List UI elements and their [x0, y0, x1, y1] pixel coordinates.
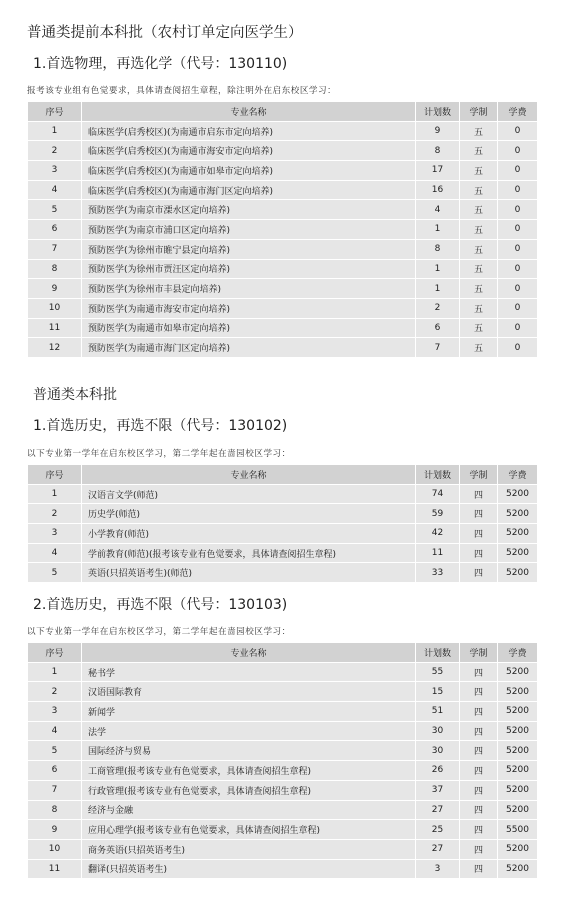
cell-plan-count: 16 [416, 180, 460, 200]
cell-tuition: 5500 [498, 820, 538, 840]
header-duration: 学制 [460, 102, 498, 122]
cell-major-name: 预防医学(为南通市海安市定向培养) [82, 298, 416, 318]
cell-index: 12 [28, 338, 82, 358]
cell-tuition: 0 [498, 298, 538, 318]
header-duration: 学制 [460, 465, 498, 485]
cell-major-name: 国际经济与贸易 [82, 741, 416, 761]
cell-duration: 五 [460, 141, 498, 161]
cell-duration: 五 [460, 239, 498, 259]
cell-duration: 四 [460, 662, 498, 682]
cell-index: 11 [28, 318, 82, 338]
page-title: 普通类提前本科批（农村订单定向医学生） [27, 25, 303, 41]
cell-plan-count: 2 [416, 298, 460, 318]
cell-major-name: 英语(只招英语考生)(师范) [82, 563, 416, 583]
table-header-row [28, 102, 538, 122]
cell-index: 7 [28, 239, 82, 259]
cell-tuition: 5200 [498, 859, 538, 879]
cell-plan-count: 8 [416, 141, 460, 161]
table-row [28, 859, 538, 879]
cell-major-name: 经济与金融 [82, 800, 416, 820]
cell-major-name: 汉语国际教育 [82, 682, 416, 702]
cell-major-name: 预防医学(为南通市如皋市定向培养) [82, 318, 416, 338]
cell-major-name: 秘书学 [82, 662, 416, 682]
cell-major-name: 应用心理学(报考该专业有色觉要求，具体请查阅招生章程) [82, 820, 416, 840]
table-row [28, 161, 538, 181]
cell-index: 4 [28, 180, 82, 200]
cell-duration: 五 [460, 338, 498, 358]
cell-duration: 五 [460, 220, 498, 240]
cell-duration: 四 [460, 741, 498, 761]
section2-table-body [28, 484, 538, 582]
cell-plan-count: 30 [416, 741, 460, 761]
cell-plan-count: 26 [416, 761, 460, 781]
cell-plan-count: 17 [416, 161, 460, 181]
cell-major-name: 临床医学(启秀校区)(为南通市如皋市定向培养) [82, 161, 416, 181]
header-index: 序号 [28, 643, 82, 663]
section2-note: 以下专业第一学年在启东校区学习，第二学年起在啬园校区学习： [27, 449, 291, 459]
section2-table [27, 464, 538, 583]
section3-subtitle: 2.首选历史，再选不限（代号：130103) [33, 597, 288, 613]
cell-index: 2 [28, 682, 82, 702]
cell-tuition: 5200 [498, 682, 538, 702]
cell-plan-count: 74 [416, 484, 460, 504]
header-major-name: 专业名称 [82, 643, 416, 663]
table-row [28, 741, 538, 761]
header-plan-count: 计划数 [416, 643, 460, 663]
cell-index: 1 [28, 121, 82, 141]
cell-major-name: 预防医学(为南京市浦口区定向培养) [82, 220, 416, 240]
section1-table-body [28, 121, 538, 357]
cell-major-name: 预防医学(为南京市溧水区定向培养) [82, 200, 416, 220]
section1-table [27, 101, 538, 358]
table-row [28, 338, 538, 358]
cell-plan-count: 9 [416, 121, 460, 141]
cell-major-name: 翻译(只招英语考生) [82, 859, 416, 879]
cell-plan-count: 11 [416, 543, 460, 563]
header-plan-count: 计划数 [416, 465, 460, 485]
table-row [28, 761, 538, 781]
table-row [28, 702, 538, 722]
cell-major-name: 学前教育(师范)(报考该专业有色觉要求，具体请查阅招生章程) [82, 543, 416, 563]
cell-major-name: 临床医学(启秀校区)(为南通市启东市定向培养) [82, 121, 416, 141]
table-row [28, 121, 538, 141]
cell-plan-count: 59 [416, 504, 460, 524]
cell-major-name: 行政管理(报考该专业有色觉要求，具体请查阅招生章程) [82, 780, 416, 800]
cell-duration: 五 [460, 161, 498, 181]
table-row [28, 820, 538, 840]
cell-tuition: 5200 [498, 524, 538, 544]
cell-index: 8 [28, 800, 82, 820]
cell-tuition: 0 [498, 200, 538, 220]
cell-major-name: 工商管理(报考该专业有色觉要求，具体请查阅招生章程) [82, 761, 416, 781]
cell-plan-count: 4 [416, 200, 460, 220]
cell-tuition: 0 [498, 239, 538, 259]
cell-tuition: 5200 [498, 702, 538, 722]
cell-tuition: 5200 [498, 761, 538, 781]
cell-major-name: 临床医学(启秀校区)(为南通市海安市定向培养) [82, 141, 416, 161]
cell-plan-count: 55 [416, 662, 460, 682]
cell-duration: 五 [460, 318, 498, 338]
section2-subtitle: 1.首选历史，再选不限（代号：130102) [33, 418, 288, 434]
cell-major-name: 临床医学(启秀校区)(为南通市海门区定向培养) [82, 180, 416, 200]
header-index: 序号 [28, 102, 82, 122]
cell-tuition: 0 [498, 141, 538, 161]
cell-index: 5 [28, 200, 82, 220]
cell-index: 2 [28, 141, 82, 161]
table-row [28, 200, 538, 220]
cell-tuition: 5200 [498, 543, 538, 563]
cell-tuition: 0 [498, 259, 538, 279]
header-plan-count: 计划数 [416, 102, 460, 122]
cell-tuition: 5200 [498, 721, 538, 741]
cell-plan-count: 37 [416, 780, 460, 800]
table-row [28, 780, 538, 800]
table-row [28, 318, 538, 338]
cell-index: 6 [28, 761, 82, 781]
cell-duration: 五 [460, 121, 498, 141]
cell-duration: 四 [460, 682, 498, 702]
cell-duration: 四 [460, 524, 498, 544]
header-index: 序号 [28, 465, 82, 485]
cell-index: 11 [28, 859, 82, 879]
cell-plan-count: 42 [416, 524, 460, 544]
cell-duration: 五 [460, 180, 498, 200]
cell-duration: 四 [460, 839, 498, 859]
header-major-name: 专业名称 [82, 465, 416, 485]
cell-index: 6 [28, 220, 82, 240]
table-header-row [28, 643, 538, 663]
cell-duration: 五 [460, 259, 498, 279]
header-tuition: 学费 [498, 102, 538, 122]
cell-tuition: 5200 [498, 662, 538, 682]
table-row [28, 543, 538, 563]
cell-tuition: 5200 [498, 484, 538, 504]
cell-tuition: 5200 [498, 563, 538, 583]
section3-table-body [28, 662, 538, 879]
cell-index: 5 [28, 741, 82, 761]
cell-duration: 四 [460, 504, 498, 524]
cell-tuition: 0 [498, 318, 538, 338]
table-row [28, 662, 538, 682]
cell-index: 10 [28, 298, 82, 318]
header-duration: 学制 [460, 643, 498, 663]
cell-duration: 四 [460, 563, 498, 583]
table-row [28, 839, 538, 859]
cell-index: 5 [28, 563, 82, 583]
cell-duration: 五 [460, 298, 498, 318]
cell-tuition: 0 [498, 220, 538, 240]
cell-major-name: 预防医学(为徐州市贾汪区定向培养) [82, 259, 416, 279]
cell-major-name: 汉语言文学(师范) [82, 484, 416, 504]
cell-index: 8 [28, 259, 82, 279]
cell-index: 4 [28, 543, 82, 563]
cell-plan-count: 30 [416, 721, 460, 741]
cell-index: 1 [28, 662, 82, 682]
cell-duration: 四 [460, 543, 498, 563]
table-header-row [28, 465, 538, 485]
cell-duration: 四 [460, 820, 498, 840]
cell-plan-count: 25 [416, 820, 460, 840]
header-tuition: 学费 [498, 643, 538, 663]
cell-index: 9 [28, 279, 82, 299]
table-row [28, 298, 538, 318]
cell-major-name: 历史学(师范) [82, 504, 416, 524]
cell-index: 3 [28, 161, 82, 181]
cell-duration: 四 [460, 484, 498, 504]
table-row [28, 220, 538, 240]
table-row [28, 682, 538, 702]
table-row [28, 259, 538, 279]
cell-major-name: 预防医学(为徐州市丰县定向培养) [82, 279, 416, 299]
cell-plan-count: 7 [416, 338, 460, 358]
cell-plan-count: 3 [416, 859, 460, 879]
section3-table [27, 642, 538, 879]
cell-plan-count: 15 [416, 682, 460, 702]
cell-plan-count: 1 [416, 279, 460, 299]
cell-tuition: 0 [498, 121, 538, 141]
table-row [28, 484, 538, 504]
cell-index: 3 [28, 524, 82, 544]
cell-index: 4 [28, 721, 82, 741]
table-row [28, 239, 538, 259]
cell-tuition: 0 [498, 180, 538, 200]
table-row [28, 721, 538, 741]
cell-major-name: 新闻学 [82, 702, 416, 722]
cell-tuition: 5200 [498, 780, 538, 800]
cell-plan-count: 1 [416, 220, 460, 240]
cell-tuition: 5200 [498, 839, 538, 859]
cell-tuition: 0 [498, 161, 538, 181]
cell-index: 3 [28, 702, 82, 722]
cell-major-name: 预防医学(为南通市海门区定向培养) [82, 338, 416, 358]
cell-duration: 四 [460, 780, 498, 800]
section2-title: 普通类本科批 [33, 387, 117, 403]
header-tuition: 学费 [498, 465, 538, 485]
cell-tuition: 0 [498, 338, 538, 358]
cell-plan-count: 1 [416, 259, 460, 279]
cell-major-name: 法学 [82, 721, 416, 741]
section1-subtitle: 1.首选物理，再选化学（代号：130110) [33, 56, 288, 72]
section1-note: 报考该专业组有色觉要求，具体请查阅招生章程，除注明外在启东校区学习： [27, 86, 337, 96]
cell-index: 1 [28, 484, 82, 504]
cell-plan-count: 8 [416, 239, 460, 259]
cell-plan-count: 27 [416, 839, 460, 859]
table-row [28, 563, 538, 583]
table-row [28, 141, 538, 161]
cell-plan-count: 6 [416, 318, 460, 338]
table-row [28, 279, 538, 299]
cell-index: 10 [28, 839, 82, 859]
cell-duration: 四 [460, 859, 498, 879]
section3-note: 以下专业第一学年在启东校区学习，第二学年起在啬园校区学习： [27, 627, 291, 637]
table-row [28, 800, 538, 820]
cell-plan-count: 27 [416, 800, 460, 820]
cell-major-name: 预防医学(为徐州市睢宁县定向培养) [82, 239, 416, 259]
cell-tuition: 5200 [498, 741, 538, 761]
cell-duration: 四 [460, 702, 498, 722]
cell-index: 9 [28, 820, 82, 840]
cell-tuition: 0 [498, 279, 538, 299]
header-major-name: 专业名称 [82, 102, 416, 122]
cell-duration: 四 [460, 721, 498, 741]
cell-tuition: 5200 [498, 504, 538, 524]
cell-duration: 四 [460, 800, 498, 820]
cell-duration: 五 [460, 279, 498, 299]
table-row [28, 524, 538, 544]
cell-duration: 四 [460, 761, 498, 781]
cell-plan-count: 33 [416, 563, 460, 583]
cell-index: 2 [28, 504, 82, 524]
cell-tuition: 5200 [498, 800, 538, 820]
cell-major-name: 商务英语(只招英语考生) [82, 839, 416, 859]
cell-duration: 五 [460, 200, 498, 220]
cell-major-name: 小学教育(师范) [82, 524, 416, 544]
cell-index: 7 [28, 780, 82, 800]
table-row [28, 504, 538, 524]
table-row [28, 180, 538, 200]
cell-plan-count: 51 [416, 702, 460, 722]
